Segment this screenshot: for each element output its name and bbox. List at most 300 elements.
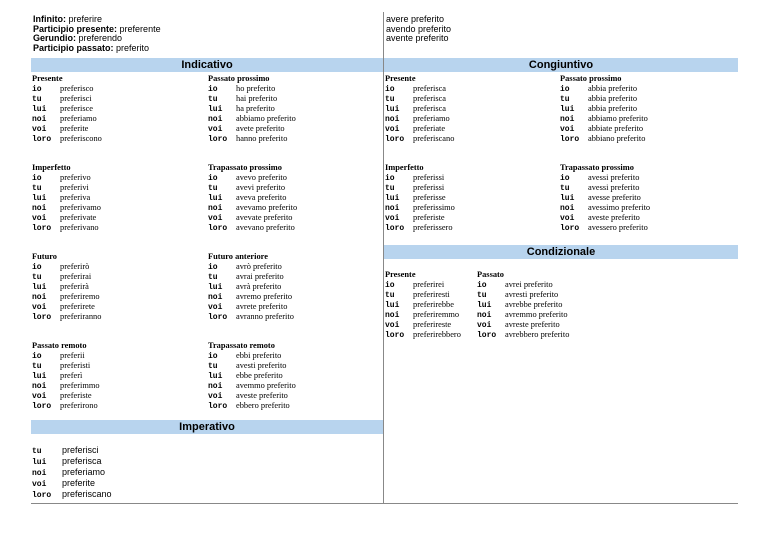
conjugation-sheet (31, 12, 738, 504)
pronoun: loro (560, 224, 580, 233)
pronoun: io (477, 281, 487, 290)
pronoun: loro (208, 313, 228, 322)
pronoun: loro (385, 224, 405, 233)
pronoun: voi (477, 321, 492, 330)
pronoun: lui (208, 283, 223, 292)
verb-form: preferiste (413, 213, 445, 222)
pronoun: loro (32, 491, 52, 500)
conjugation-row (32, 292, 101, 302)
conjugation-row (208, 114, 296, 124)
tense-title: Passato remoto (32, 341, 87, 350)
conjugation-row (208, 134, 296, 144)
verb-form: avete preferito (236, 124, 285, 133)
verb-form: abbia preferito (588, 94, 638, 103)
conjugation-row (208, 391, 296, 401)
gerundio-label: Gerundio: (33, 33, 76, 43)
verb-form: aveste preferito (236, 391, 288, 400)
pronoun: io (32, 174, 42, 183)
pronoun: io (32, 263, 42, 272)
conjugation-row (32, 391, 100, 401)
conjugation-row (560, 84, 648, 94)
pronoun: noi (32, 382, 47, 391)
conjugation-row (208, 173, 297, 183)
verb-form: preferiremmo (413, 310, 460, 319)
pronoun: voi (32, 303, 47, 312)
verb-form: avremo preferito (236, 292, 293, 301)
pronoun: noi (208, 204, 223, 213)
pronoun: lui (385, 194, 400, 203)
verb-form: avessi preferito (588, 173, 640, 182)
pronoun: io (385, 281, 395, 290)
tense-title: Passato prossimo (208, 74, 270, 83)
congiuntivo-imperfetto (385, 163, 455, 233)
conjugation-row (385, 213, 455, 223)
pronoun: loro (560, 135, 580, 144)
verb-form: preferisca (413, 104, 447, 113)
conjugation-row (208, 84, 296, 94)
pronoun: loro (208, 402, 228, 411)
pronoun: lui (477, 301, 492, 310)
pronoun: noi (208, 115, 223, 124)
verb-form: avrò preferito (236, 262, 282, 271)
tense-title: Futuro anteriore (208, 252, 268, 261)
conjugation-row (32, 272, 101, 282)
conjugation-row (208, 381, 296, 391)
conjugation-row (477, 310, 569, 320)
conjugation-row (32, 203, 101, 213)
verb-form: avevi preferito (236, 183, 286, 192)
verb-form: preferivate (60, 213, 97, 222)
participio-passato-value: preferito (116, 42, 150, 53)
pronoun: noi (560, 115, 575, 124)
pronoun: lui (208, 194, 223, 203)
verb-form: preferisci (62, 445, 99, 455)
verb-form: preferisca (62, 456, 102, 466)
conjugation-row (208, 124, 296, 134)
conjugation-row (208, 203, 297, 213)
pronoun: voi (32, 214, 47, 223)
verb-form: preferisco (60, 84, 94, 93)
verb-form: preferisca (413, 84, 447, 93)
imperativo-row (32, 456, 112, 467)
verb-form: preferiremo (60, 292, 100, 301)
conjugation-row (560, 104, 648, 114)
pronoun: io (32, 85, 42, 94)
conjugation-row (385, 134, 454, 144)
pronoun: lui (32, 194, 47, 203)
pronoun: lui (32, 458, 47, 467)
indicativo-imperfetto (32, 163, 101, 233)
pronoun: lui (385, 301, 400, 310)
verb-form: avevate preferito (236, 213, 293, 222)
verb-form: ebbi preferito (236, 351, 282, 360)
imperativo-header: Imperativo (31, 420, 383, 434)
congiuntivo-presente (385, 74, 454, 144)
aux-infinito: avere preferito (386, 14, 445, 24)
pronoun: lui (208, 105, 223, 114)
verb-form: preferirono (60, 401, 98, 410)
pronoun: loro (385, 135, 405, 144)
pronoun: tu (385, 291, 395, 300)
conjugation-row (32, 282, 101, 292)
conjugation-row (385, 223, 455, 233)
conjugation-row (385, 300, 461, 310)
verb-form: preferirò (60, 262, 90, 271)
conjugation-row (560, 183, 650, 193)
verb-form: preferiamo (62, 467, 106, 477)
participio-presente-label: Participio presente: (33, 23, 118, 34)
imperativo-row (32, 445, 112, 456)
pronoun: noi (32, 204, 47, 213)
conjugation-row (560, 124, 648, 134)
conjugation-row (560, 134, 648, 144)
verb-form: ebbero preferito (236, 401, 290, 410)
conjugation-row (32, 114, 102, 124)
conjugation-row (32, 371, 100, 381)
pronoun: voi (32, 125, 47, 134)
verb-form: preferivo (60, 173, 91, 182)
verb-form: avrebbe preferito (505, 300, 563, 309)
pronoun: io (560, 174, 570, 183)
verb-form: avranno preferito (236, 312, 294, 321)
verb-form: aveste preferito (588, 213, 640, 222)
pronoun: voi (208, 214, 223, 223)
pronoun: voi (385, 321, 400, 330)
pronoun: tu (208, 273, 218, 282)
pronoun: io (32, 352, 42, 361)
conjugation-row (32, 361, 100, 371)
pronoun: lui (32, 105, 47, 114)
verb-form: preferirai (60, 272, 92, 281)
indicativo-futuro (32, 252, 101, 322)
pronoun: voi (208, 125, 223, 134)
conjugation-row (208, 223, 297, 233)
conjugation-row (32, 183, 101, 193)
pronoun: lui (385, 105, 400, 114)
pronoun: loro (32, 402, 52, 411)
pronoun: voi (32, 480, 47, 489)
pronoun: tu (208, 95, 218, 104)
conjugation-row (385, 330, 461, 340)
pronoun: noi (385, 311, 400, 320)
conjugation-row (560, 213, 650, 223)
conjugation-row (32, 262, 101, 272)
pronoun: loro (477, 331, 497, 340)
verb-form: preferimmo (60, 381, 100, 390)
imperativo-row (32, 478, 112, 489)
verb-form: avevamo preferito (236, 203, 298, 212)
verb-form: avevo preferito (236, 173, 287, 182)
indicativo-futuro-anteriore (208, 252, 294, 322)
conjugation-row (208, 371, 296, 381)
tense-title: Presente (32, 74, 63, 83)
conjugation-row (385, 203, 455, 213)
verb-form: avessero preferito (588, 223, 648, 232)
pronoun: voi (208, 392, 223, 401)
table-bottom-border (31, 503, 738, 504)
conjugation-row (32, 401, 100, 411)
conjugation-row (385, 193, 455, 203)
tense-title: Passato prossimo (560, 74, 622, 83)
conjugation-row (560, 203, 650, 213)
conjugation-row (208, 272, 294, 282)
verb-form: avrai preferito (236, 272, 284, 281)
conjugation-row (32, 104, 102, 114)
conjugation-row (32, 351, 100, 361)
pronoun: tu (208, 362, 218, 371)
verb-form: preferirà (60, 282, 89, 291)
pronoun: noi (208, 382, 223, 391)
conjugation-row (385, 104, 454, 114)
verb-form: preferisca (413, 94, 447, 103)
pronoun: tu (477, 291, 487, 300)
verb-form: preferivi (60, 183, 89, 192)
verb-form: avremmo preferito (505, 310, 568, 319)
tense-title: Presente (385, 74, 416, 83)
pronoun: lui (560, 105, 575, 114)
conjugation-row (32, 94, 102, 104)
verb-form: preferisse (413, 193, 446, 202)
pronoun: noi (477, 311, 492, 320)
verb-form: avesse preferito (588, 193, 641, 202)
conjugation-row (385, 124, 454, 134)
tense-title: Trapassato remoto (208, 341, 275, 350)
pronoun: loro (208, 224, 228, 233)
conjugation-row (385, 310, 461, 320)
conjugation-row (32, 193, 101, 203)
conjugation-row (560, 223, 650, 233)
conjugation-row (385, 173, 455, 183)
verb-form: hanno preferito (236, 134, 288, 143)
verb-form: ebbe preferito (236, 371, 283, 380)
congiuntivo-trapassato (560, 163, 650, 233)
indicativo-trapassato-prossimo (208, 163, 297, 233)
pronoun: tu (32, 447, 42, 456)
imperativo-forms (32, 445, 112, 500)
pronoun: io (385, 174, 395, 183)
conjugation-row (208, 302, 294, 312)
pronoun: lui (208, 372, 223, 381)
imperativo-row (32, 489, 112, 500)
verb-form: ha preferito (236, 104, 275, 113)
aux-participio: avente preferito (386, 33, 449, 43)
verb-form: preferisce (60, 104, 94, 113)
conjugation-row (477, 330, 569, 340)
pronoun: voi (385, 125, 400, 134)
verb-form: preferì (60, 371, 83, 380)
verb-form: preferiste (60, 391, 92, 400)
pronoun: lui (32, 372, 47, 381)
verb-form: abbia preferito (588, 84, 638, 93)
verb-form: preferii (60, 351, 85, 360)
conjugation-row (32, 381, 100, 391)
conjugation-row (208, 401, 296, 411)
conjugation-row (385, 290, 461, 300)
verb-form: preferivano (60, 223, 99, 232)
congiuntivo-header: Congiuntivo (384, 58, 738, 72)
aux-gerundio: avendo preferito (386, 23, 452, 34)
verb-form: preferite (60, 124, 89, 133)
verb-form: preferiscano (62, 489, 112, 499)
pronoun: voi (32, 392, 47, 401)
tense-title: Trapassato prossimo (208, 163, 282, 172)
conjugation-row (477, 300, 569, 310)
pronoun: voi (208, 303, 223, 312)
conjugation-row (385, 84, 454, 94)
conjugation-row (208, 183, 297, 193)
pronoun: tu (560, 184, 570, 193)
infinito-value: preferire (68, 14, 103, 24)
pronoun: loro (32, 135, 52, 144)
imperativo-row (32, 467, 112, 478)
pronoun: tu (385, 184, 395, 193)
conjugation-row (560, 193, 650, 203)
verb-form: abbiate preferito (588, 124, 644, 133)
indicativo-header: Indicativo (31, 58, 383, 72)
pronoun: lui (32, 283, 47, 292)
verb-form: preferiva (60, 193, 91, 202)
verb-form: preferiamo (60, 114, 97, 123)
tense-title: Presente (385, 270, 416, 279)
infinito-label: Infinito: (33, 14, 66, 24)
conjugation-row (32, 213, 101, 223)
conjugation-row (385, 94, 454, 104)
verb-form: avevano preferito (236, 223, 295, 232)
conjugation-row (385, 280, 461, 290)
conjugation-row (208, 193, 297, 203)
verb-form: preferiamo (413, 114, 450, 123)
conjugation-row (32, 312, 101, 322)
verb-form: avrete preferito (236, 302, 288, 311)
indicativo-passato-prossimo (208, 74, 296, 144)
verb-form: preferissimo (413, 203, 455, 212)
conjugation-row (477, 290, 569, 300)
verb-form: preferisti (60, 361, 91, 370)
conjugation-row (477, 320, 569, 330)
pronoun: io (208, 263, 218, 272)
verb-form: aveva preferito (236, 193, 287, 202)
verb-form: ho preferito (236, 84, 276, 93)
pronoun: voi (385, 214, 400, 223)
verb-form: preferiresti (413, 290, 450, 299)
pronoun: loro (208, 135, 228, 144)
verb-form: preferiranno (60, 312, 102, 321)
conjugation-row (208, 351, 296, 361)
tense-title: Imperfetto (32, 163, 71, 172)
verb-form: avreste preferito (505, 320, 560, 329)
pronoun: noi (208, 293, 223, 302)
participio-passato-label: Participio passato: (33, 42, 114, 53)
pronoun: voi (560, 125, 575, 134)
conjugation-row (32, 134, 102, 144)
conjugation-row (208, 262, 294, 272)
indicativo-trapassato-remoto (208, 341, 296, 411)
verb-form: abbiano preferito (588, 134, 646, 143)
pronoun: io (385, 85, 395, 94)
verb-form: preferireste (413, 320, 452, 329)
pronoun: io (208, 352, 218, 361)
verb-form: preferissi (413, 173, 445, 182)
pronoun: noi (32, 469, 47, 478)
verb-form: preferiate (413, 124, 446, 133)
verb-form: preferivamo (60, 203, 101, 212)
pronoun: noi (32, 115, 47, 124)
verb-form: avemmo preferito (236, 381, 296, 390)
verb-form: avesti preferito (236, 361, 287, 370)
conjugation-row (208, 312, 294, 322)
conjugation-row (208, 94, 296, 104)
verb-form: abbiamo preferito (236, 114, 296, 123)
gerundio-value: preferendo (78, 33, 123, 43)
condizionale-presente (385, 270, 461, 340)
conjugation-row (208, 104, 296, 114)
pronoun: io (560, 85, 570, 94)
tense-title: Passato (477, 270, 504, 279)
pronoun: voi (560, 214, 575, 223)
condizionale-header: Condizionale (384, 245, 738, 259)
conjugation-row (385, 183, 455, 193)
pronoun: lui (560, 194, 575, 203)
conjugation-row (208, 213, 297, 223)
verb-form: abbiamo preferito (588, 114, 648, 123)
conjugation-row (208, 361, 296, 371)
pronoun: loro (32, 313, 52, 322)
verb-form: preferiscono (60, 134, 102, 143)
verb-info (33, 15, 161, 53)
congiuntivo-passato (560, 74, 648, 144)
tense-title: Imperfetto (385, 163, 424, 172)
conjugation-row (560, 114, 648, 124)
pronoun: noi (560, 204, 575, 213)
pronoun: noi (32, 293, 47, 302)
verb-form: preferissi (413, 183, 445, 192)
verb-form: avrei preferito (505, 280, 553, 289)
condizionale-passato (477, 270, 569, 340)
verb-form: avessi preferito (588, 183, 640, 192)
pronoun: tu (32, 184, 42, 193)
verb-form: avrebbero preferito (505, 330, 570, 339)
verb-form: preferirebbe (413, 300, 454, 309)
conjugation-row (560, 94, 648, 104)
conjugation-row (32, 173, 101, 183)
participio-presente-value: preferente (119, 23, 161, 34)
compound-info (386, 15, 451, 44)
tense-title: Trapassato prossimo (560, 163, 634, 172)
tense-title: Futuro (32, 252, 57, 261)
verb-form: preferirete (60, 302, 95, 311)
verb-form: preferite (62, 478, 96, 488)
pronoun: noi (385, 115, 400, 124)
verb-form: preferisci (60, 94, 92, 103)
pronoun: tu (32, 273, 42, 282)
verb-form: avessimo preferito (588, 203, 651, 212)
verb-form: hai preferito (236, 94, 278, 103)
pronoun: io (208, 85, 218, 94)
conjugation-row (560, 173, 650, 183)
verb-form: preferirebbero (413, 330, 461, 339)
pronoun: tu (208, 184, 218, 193)
conjugation-row (208, 282, 294, 292)
verb-form: preferiscano (413, 134, 455, 143)
verb-form: abbia preferito (588, 104, 638, 113)
verb-form: preferissero (413, 223, 453, 232)
pronoun: loro (385, 331, 405, 340)
conjugation-row (32, 223, 101, 233)
pronoun: tu (32, 362, 42, 371)
pronoun: io (208, 174, 218, 183)
conjugation-row (32, 84, 102, 94)
conjugation-row (32, 124, 102, 134)
